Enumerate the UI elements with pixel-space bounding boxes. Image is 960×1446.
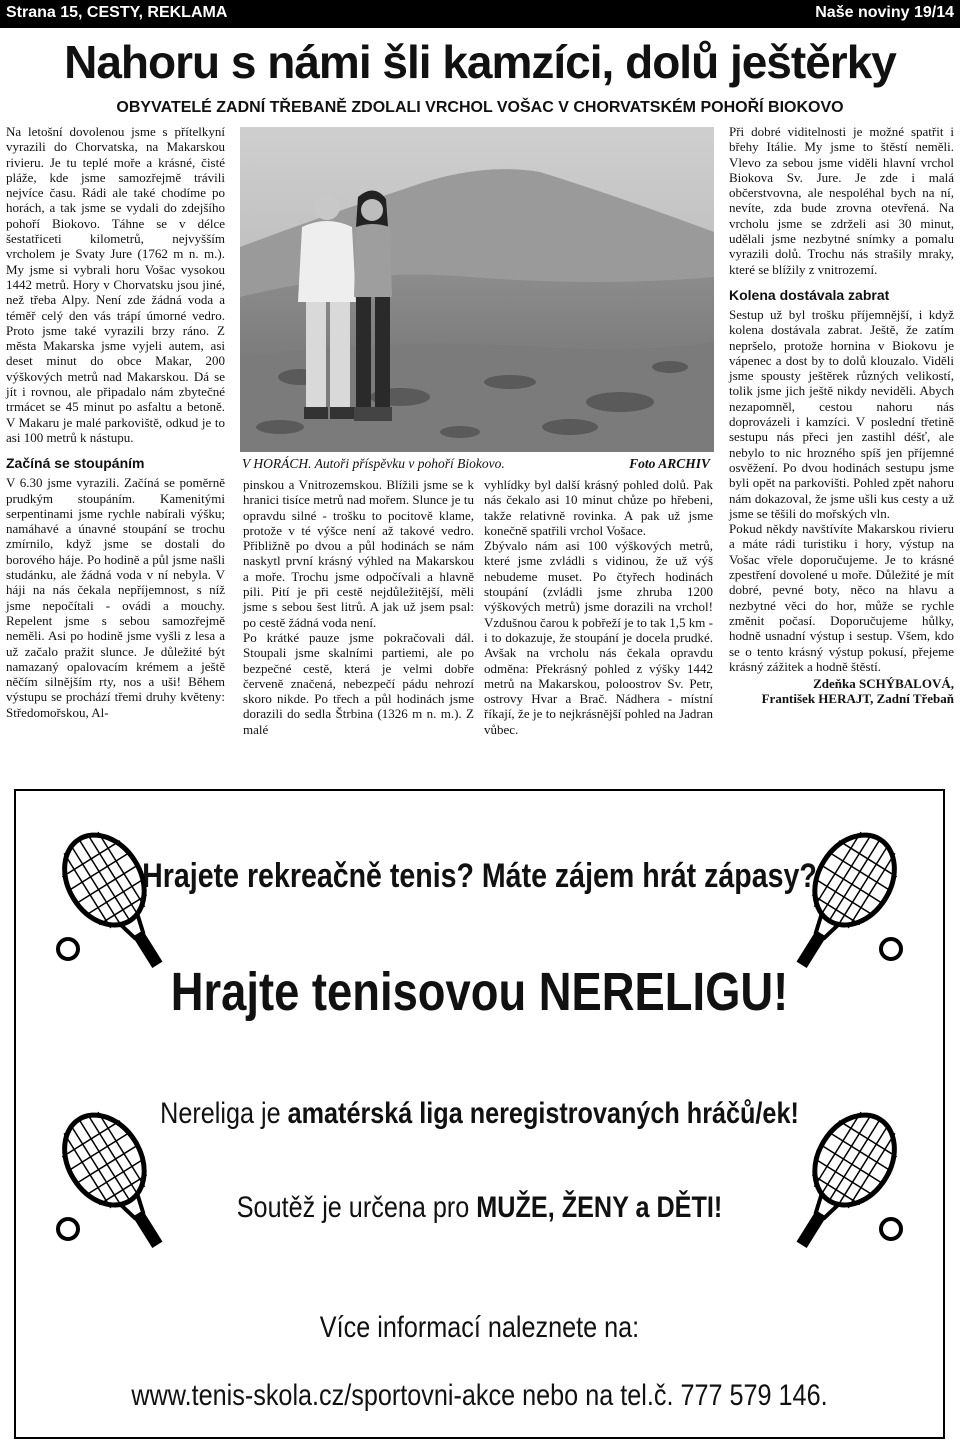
article-subheadline: OBYVATELÉ ZADNÍ TŘEBANĚ ZDOLALI VRCHOL VOŠAC V CHORVATSKÉM POHOŘÍ BIOKOVO [116, 99, 844, 116]
tennis-racket-icon [769, 1097, 919, 1262]
ad-line: Soutěž je určena pro MUŽE, ŽENY a DĚTI! [236, 1191, 723, 1224]
paragraph: Na letošní dovolenou jsme s přítelkyní vyrazili do Chorvatska, na Makarskou rivieru. Je tu teplé moře a krásné, čisté pláže, kde jsme samozřejmě trávili nejvíce času. Rádi ale také chodíme po horách, a tak jsme se vydali do zdejšího pohoří Biokovo. Táhne se v délce šestatřiceti kilometrů, nejvyšším vrcholem je Svaty Jure (1762 m n. m.). My jsme si vybrali horu Vošac vysokou 1442 metrů. Hory v Chorvatsku jsou jiné, než třeba Alpy. Není zde žádná voda a téměř celý den vás trápí úmorné vedro. Proto jsme také vyrazili brzy ráno. Z města Makarska jsme vyjeli autem, asi deset minut do obce Makar, 200 výškových metrů nad Makarskou. Dá se jít i rovnou, ale připadalo nám zbytečné trmácet se 45 minut po asfaltu a betoně. V Makaru je malé parkoviště, odkud je to asi 100 metrů k nástupu. [6, 124, 225, 445]
article-column-2 [243, 477, 474, 737]
caption-text: V HORÁCH. Autoři příspěvku v pohoří Biokovo. [242, 456, 505, 471]
article-column-3 [484, 477, 713, 737]
paragraph: Při dobré viditelnosti je možné spatřit i břehy Itálie. My jsme to štěstí neměli. Vlevo za sebou jsme viděli hlavní vrchol Biokova Sv. Jure. Je zde i malá občerstvovna, ale nespoléhal bych na ní, nevíte, zda bude zrovna otevřená. Na vrcholu jsme se zdrželi asi 30 minut, udělali jsme nezbytné snímky a pomalu vyrazili dolů. Trochu nás strašily mraky, které se blížily z vnitrozemí. [729, 124, 954, 277]
ad-main-slogan: Hrajte tenisovou NERELIGU! [170, 962, 789, 1022]
subheading: Kolena dostávala zabrat [729, 286, 890, 303]
ad-line: Více informací naleznete na: [319, 1311, 640, 1344]
ad-contact-line: www.tenis-skola.cz/sportovni-akce nebo na tel.č. 777 579 146. [131, 1379, 828, 1412]
paragraph: Po krátké pauze jsme pokračovali dál. Stoupali jsme skalními partiemi, ale po bezpečné cestě, která je velmi dobře červeně značená, nebezpečí pádu nehrozí skoro nikde. Po třech a půl hodinách jsme dorazili do sedla Štrbina (1326 m n. m.). Z malé [243, 629, 474, 737]
tennis-racket-icon [769, 817, 919, 982]
article-column-1 [6, 124, 225, 720]
tennis-advertisement [14, 789, 945, 1439]
paragraph: pinskou a Vnitrozemskou. Blížili jsme se k hranici tisíce metrů nad mořem. Slunce je tu opravdu silné - trošku to pocitově klame, protože v té výšce není až takové vedro. Přibližně po dvou a půl hodinách se nám naskytl první krásný výhled na Makarskou a moře. Trochu jsme odpočívali a hlavně pili. Pití je při cestě nejdůležitější, měli jsme s sebou šest litrů. A jak už jsem psal: po cestě žádná voda není. [243, 477, 474, 630]
paragraph: vyhlídky byl další krásný pohled dolů. Pak nás čekalo asi 10 minut chůze po hřebeni, takže relativně rovinka. A pak už jsme konečně spatřili vrchol Vošace. [484, 477, 713, 538]
ad-question: Hrajete rekreačně tenis? Máte zájem hrát zápasy? [142, 857, 817, 895]
article-photo [240, 127, 714, 452]
ad-line: Nereliga je amatérská liga neregistrovaných hráčů/ek! [160, 1097, 799, 1130]
article-column-4 [729, 124, 954, 707]
article-headline: Nahoru s námi šli kamzíci, dolů ještěrky [64, 36, 896, 88]
page-section-label: Strana 15, CESTY, REKLAMA [6, 4, 228, 21]
author-signature: František HERAJT, Zadní Třebaň [761, 691, 954, 707]
subheading: Začíná se stoupáním [6, 455, 145, 472]
paragraph: V 6.30 jsme vyrazili. Začíná se poměrně prudkým stoupáním. Kamenitými serpentinami jsme rychle nabírali výšku; namáhavé a únavné stoupání se trochu zmírnilo, když jsme se dostali do borového háje. Po hodině a půl jsme našli studánku, ale žádná voda v ní nebyla. V háji na nás čekala nepříjemnost, s níž jsme nepočítali - ovádi a mouchy. Repelent jsme s sebou samozřejmě neměli. Asi po hodině jsme vyšli z lesa a už začalo pražit slunce. Je důležité být namazaný opalovacím krémem a ještě něčím silnějším rty, nos a uši! Během výstupu se prochází třemi druhy květeny: Středomořskou, Al- [6, 475, 225, 720]
paragraph: Pokud někdy navštívíte Makarskou rivieru a máte rádi turistiku i hory, výstup na Vošac vřele doporučujeme. Je to krásné zpestření dovolené u moře. Důležité je mít dobré, pevné boty, něco na hlavu a nezbytné věci do hor, může se rychle změnit počasí. Doporučujeme hůlky, hodně usnadní výstup i sestup. Všem, kdo se o tento krásný výstup pokusí, přejeme krásný zážitek a hodně štěstí. [729, 521, 954, 674]
paragraph: Zbývalo nám asi 100 výškových metrů, které jsme zvládli s vidinou, že už výš nebudeme muset. Po čtyřech hodinách stoupání (zvládli jsme zhruba 1200 výškových metrů) jsme dorazili na vrchol! Vzdušnou čarou k pobřeží je to tak 1,5 km - i to dokazuje, že stoupání je docela prudké. Avšak na vrcholu nás čekala opravdu odměna: Překrásný pohled z výšky 1442 metrů na Makarskou, poloostrov Sv. Petr, ostrovy Hvar a Brač. Nádhera - místní říkají, že je to nejkrásnější pohled na Jadran vůbec. [484, 538, 713, 737]
issue-label: Naše noviny 19/14 [815, 4, 954, 21]
page-header [0, 0, 960, 28]
photo-caption [240, 456, 714, 474]
tennis-racket-icon [40, 817, 190, 982]
author-signature: Zdeňka SCHÝBALOVÁ, [813, 676, 954, 692]
photo-credit: Foto ARCHIV [629, 456, 710, 471]
tennis-racket-icon [40, 1097, 190, 1262]
paragraph: Sestup už byl trošku příjemnější, i když kolena dostávala zabrat. Ještě, že zatím nepršelo, protože hornina v Biokovu je vápenec a dost by to dolů klouzalo. Viděli jsme spousty ještěrek různých velikostí, tolik jsme jich ještě nikdy neviděli. Abych nezapomněl, cestou nahoru nás doprovázeli i kamzíci. V poslední třetině sestupu nás přeci jen zastihl déšť, ale nebylo to nic hrozného spíš jen příjemné osvěžení. Po dvou hodinách sestupu jsme byli opět na parkovišti. Pohled zpět nahoru nám dokazoval, že jsme ušli kus cesty a už jsme se těšili do mořských vln. [729, 306, 954, 521]
